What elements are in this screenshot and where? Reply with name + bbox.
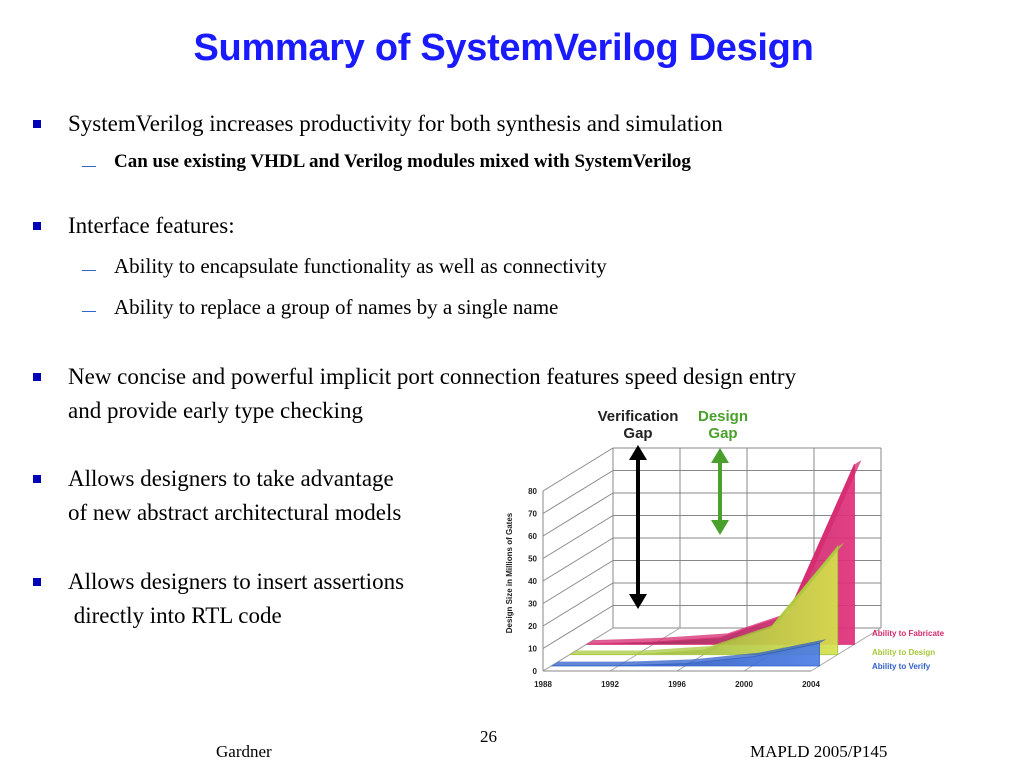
footer-author: Gardner — [216, 742, 272, 761]
y-tick-label: 30 — [528, 599, 537, 609]
grid-line-side — [543, 448, 613, 491]
grid-line-side — [543, 561, 613, 604]
legend-label: Ability to Verify — [872, 662, 931, 671]
bullet-text-line1: New concise and powerful implicit port connection features speed design entry — [68, 364, 797, 389]
sub-bullet-text: Ability to replace a group of names by a single name — [114, 295, 559, 319]
sub-bullet-text: Can use existing VHDL and Verilog modules mixed with SystemVerilog — [114, 151, 691, 172]
bullet-text-line1: Allows designers to take advantage — [68, 466, 394, 491]
x-tick-label: 1996 — [668, 680, 686, 689]
bullet-text-line2: of new abstract architectural models — [68, 500, 402, 525]
design-gap-label-line2: Gap — [708, 425, 738, 442]
page-number: 26 — [480, 727, 497, 746]
x-tick-label: 2000 — [735, 680, 753, 689]
y-tick-label: 20 — [528, 622, 537, 631]
legend-label: Ability to Design — [872, 648, 936, 657]
y-tick-label: 50 — [528, 554, 537, 564]
design-gap-label-line1: Design — [697, 408, 749, 425]
bullet-text-line2: directly into RTL code — [68, 603, 282, 628]
legend-label: Ability to Fabricate — [872, 629, 945, 638]
y-tick-label: 0 — [532, 667, 537, 676]
page-title: Summary of SystemVerilog Design — [193, 27, 814, 69]
y-axis-label: Design Size in Millions of Gates — [505, 512, 514, 634]
y-tick-label: 40 — [528, 577, 537, 586]
bullet-text-line1: Allows designers to insert assertions — [68, 569, 405, 594]
grid-line-side — [543, 471, 613, 514]
x-tick-label: 2004 — [802, 680, 820, 689]
y-tick-label: 70 — [528, 509, 537, 519]
grid-line-side — [543, 538, 613, 581]
verification-gap-label-line2: Gap — [623, 425, 653, 442]
grid-line-side — [543, 493, 613, 536]
grid-line-side — [543, 516, 613, 559]
y-tick-label: 10 — [528, 644, 537, 654]
bullet-text-line2: and provide early type checking — [68, 398, 364, 423]
verification-gap-label-line1: Verification — [597, 408, 679, 425]
sub-bullet-text: Ability to encapsulate functionality as well as connectivity — [114, 254, 607, 278]
bullet-text: SystemVerilog increases productivity for both synthesis and simulation — [68, 111, 723, 136]
y-tick-label: 60 — [528, 532, 537, 541]
footer-conference: MAPLD 2005/P145 — [750, 742, 888, 761]
chart-areas — [551, 460, 861, 666]
x-tick-label: 1992 — [601, 680, 619, 689]
bullet-text: Interface features: — [68, 213, 235, 238]
grid-line-side — [543, 583, 613, 626]
design-gap-arrow — [711, 448, 729, 535]
y-tick-label: 80 — [528, 487, 537, 496]
verification-gap-arrow — [629, 445, 647, 609]
x-tick-label: 1988 — [534, 680, 552, 689]
